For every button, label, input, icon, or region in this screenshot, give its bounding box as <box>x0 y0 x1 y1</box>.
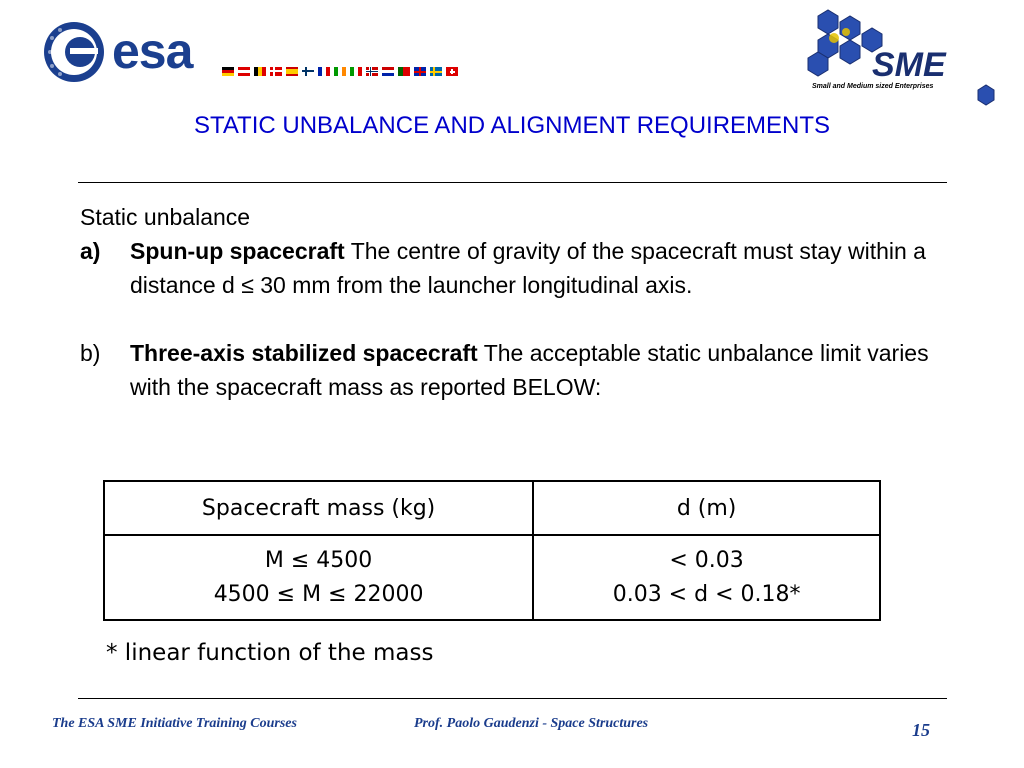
table-row <box>104 535 880 620</box>
section-heading: Static unbalance <box>80 204 251 230</box>
slide-title: STATIC UNBALANCE AND ALIGNMENT REQUIREMENTS <box>193 112 831 139</box>
footnote: * linear function of the mass <box>106 640 434 666</box>
table-header-row <box>104 481 880 535</box>
table-header-d: d (m) <box>533 481 880 535</box>
item-b-text: The acceptable static unbalance limit varies with the spacecraft mass as reported BELOW: <box>130 340 929 400</box>
esa-logo-text: esa <box>112 23 193 79</box>
flag-belgium-icon <box>254 67 266 76</box>
item-a-label: a) <box>80 238 101 264</box>
item-a-text: The centre of gravity of the spacecraft must stay within a distance d ≤ 30 mm from the launcher longitudinal axis. <box>130 238 926 298</box>
flag-portugal-icon <box>398 67 410 76</box>
item-a <box>80 234 940 302</box>
bottom-divider <box>78 698 947 699</box>
flag-norway-icon <box>366 67 378 76</box>
sme-logo <box>798 8 1018 108</box>
page-number: 15 <box>912 720 930 740</box>
sme-logo-subtitle: Small and Medium sized Enterprises <box>812 83 934 90</box>
flag-germany-icon <box>222 67 234 76</box>
item-b-label: b) <box>80 340 101 366</box>
unbalance-table <box>103 480 881 621</box>
flag-denmark-icon <box>270 67 282 76</box>
sme-logo-text: SME <box>872 46 946 84</box>
footer-author: Prof. Paolo Gaudenzi - Space Structures <box>414 716 649 731</box>
item-b-bold: Three-axis stabilized spacecraft <box>130 340 478 366</box>
footer-course: The ESA SME Initiative Training Courses <box>52 716 297 731</box>
flag-italy-icon <box>350 67 362 76</box>
flag-austria-icon <box>238 67 250 76</box>
flag-finland-icon <box>302 67 314 76</box>
member-flags <box>222 67 458 76</box>
top-divider <box>78 182 947 183</box>
mass-row-2: 4500 ≤ M ≤ 22000 <box>213 581 424 607</box>
table-cell-d <box>533 535 880 620</box>
flag-switzerland-icon <box>446 67 458 76</box>
flag-ireland-icon <box>334 67 346 76</box>
item-a-bold: Spun-up spacecraft <box>130 238 345 264</box>
flag-sweden-icon <box>430 67 442 76</box>
flag-france-icon <box>318 67 330 76</box>
table-header-mass: Spacecraft mass (kg) <box>104 481 533 535</box>
item-b <box>80 336 940 404</box>
d-row-1: < 0.03 <box>669 547 744 573</box>
mass-row-1: M ≤ 4500 <box>264 547 373 573</box>
slide-body <box>80 200 940 404</box>
flag-spain-icon <box>286 67 298 76</box>
flag-united-kingdom-icon <box>414 67 426 76</box>
flag-netherlands-icon <box>382 67 394 76</box>
table-cell-mass <box>104 535 533 620</box>
d-row-2: 0.03 < d < 0.18* <box>612 581 801 607</box>
